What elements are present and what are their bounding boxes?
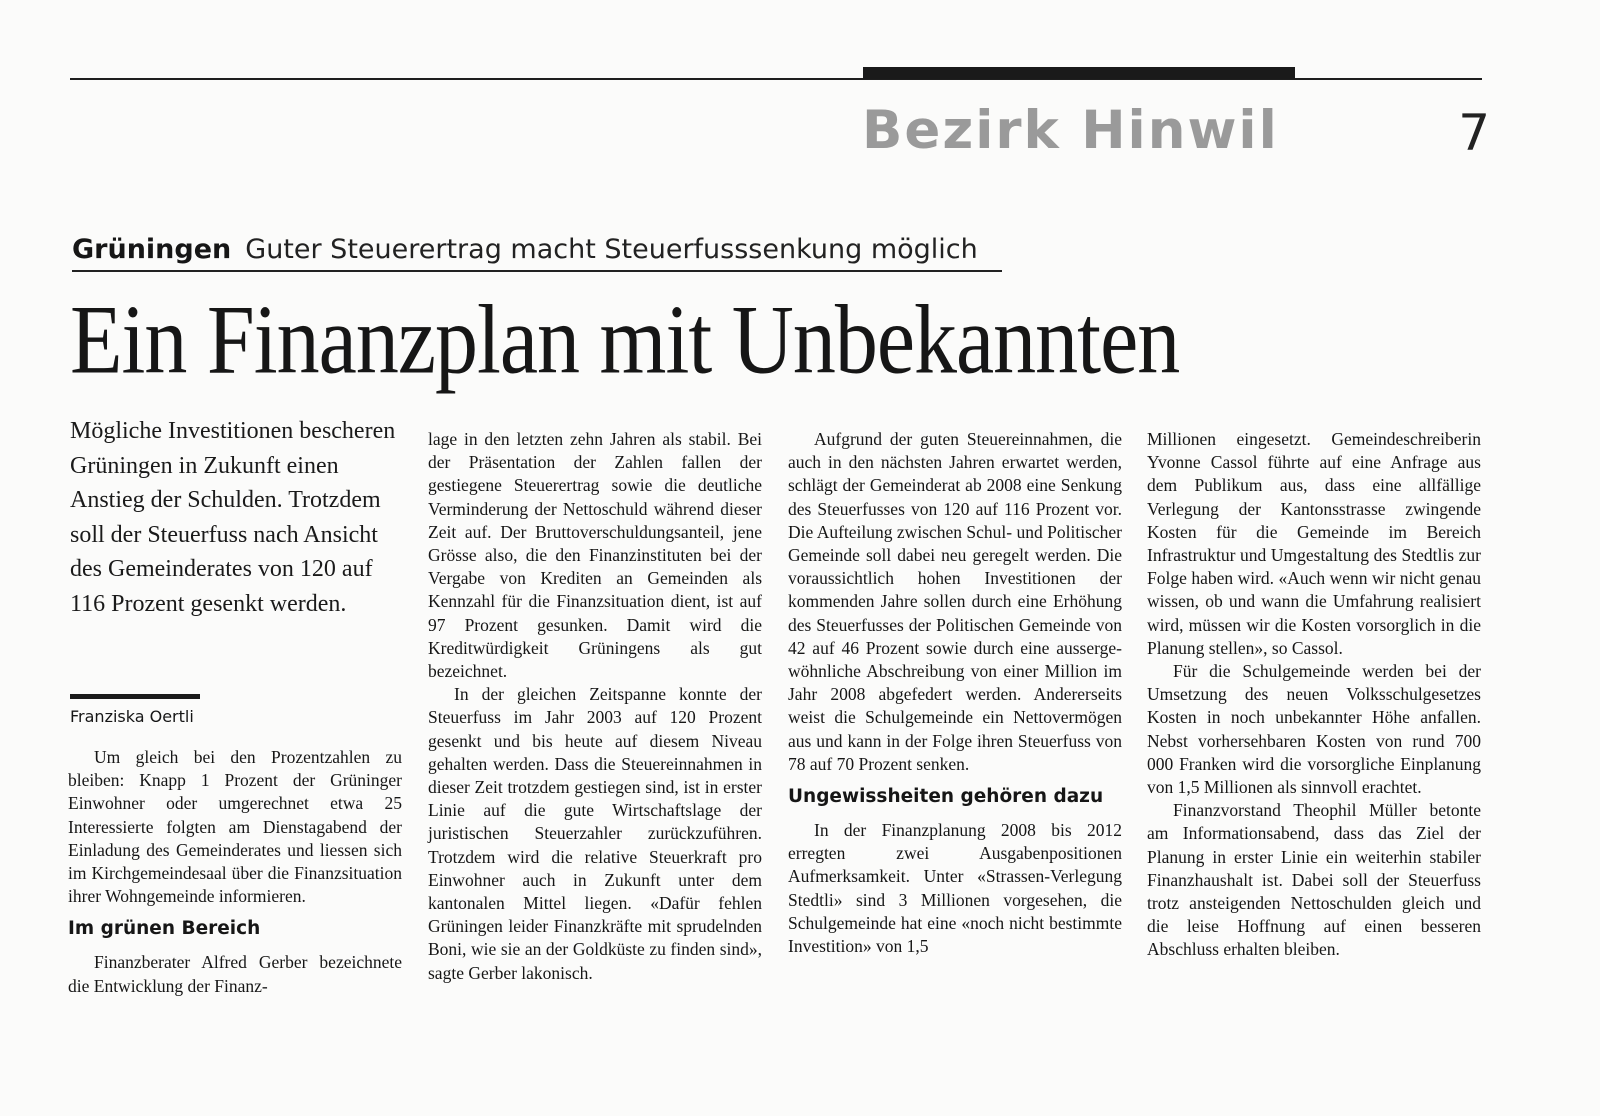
headline: Ein Finanzplan mit Unbekannten — [70, 284, 1180, 394]
body-paragraph: In der gleichen Zeitspanne konnte der Steuerfuss im Jahr 2003 auf 120 Prozent gesenkt und bis heute auf diesem Niveau gehalten werden. Dass die Steuereinnahmen in dieser Zeit trotzdem gestiegen sind, ist in erster Linie auf die gute Wirtschaftslage der juristischen Steuerzahler zurückzuführen. Trotzdem wird die relative Steuerkraft pro Einwohner auch in Zukunft unter dem kantonalen Mittel liegen. «Dafür fehlen Grüningen leider Finanzkräfte mit sprudelnden Boni, wie sie an der Goldküste zu finden sind», sagte Gerber lakonisch. — [428, 684, 762, 983]
kicker-topic: Guter Steuerertrag macht Steuerfusssenkung möglich — [245, 234, 978, 265]
column-1 — [68, 746, 402, 998]
body-paragraph: Finanzvorstand Theophil Müller betonte am Informationsabend, dass das Ziel der Planung in erster Linie ein weiterhin stabiler Finanzhaushalt ist. Dabei soll der Steuerfuss trotz ansteigenden Nettoschulden gleich und die leise Hoffnung auf einen besseren Abschluss erhalten bleiben. — [1147, 800, 1481, 960]
body-paragraph: lage in den letzten zehn Jahren als stabil. Bei der Präsentation der Zahlen fallen der gestiegene Steuerertrag sowie die deutliche Verminderung der Nettoschuld während dieser Zeit auf. Der Bruttoverschuldungsanteil, jene Grösse also, die den Finanzinstituten bei der Vergabe von Krediten an Gemeinden als Kennzahl für die Finanzsituation dient, ist auf 97 Prozent gesunken. Damit wird die Kreditwürdigkeit Grüningens als gut bezeichnet. — [428, 429, 762, 682]
body-paragraph: Finanzberater Alfred Gerber bezeichnete die Entwicklung der Finanz- — [68, 952, 402, 996]
lead-paragraph: Mögliche Investitionen bescheren Grüningen in Zukunft einen Anstieg der Schulden. Trotzdem soll der Steuerfuss nach Ansicht des Gemeinderates von 120 auf 116 Prozent gesenkt werden. — [70, 418, 396, 617]
column-2 — [428, 428, 762, 985]
kicker-place: Grüningen — [72, 234, 232, 265]
header-rule-bar — [863, 67, 1295, 79]
body-paragraph: Aufgrund der guten Steuereinnahmen, die auch in den nächsten Jahren erwartet werden, schlägt der Gemeinderat ab 2008 eine Senkung des Steuerfusses von 120 auf 116 Prozent vor. Die Aufteilung zwischen Schul- und Politischer Gemeinde soll dabei neu geregelt werden. Die voraussichtlich hohen Investitionen der kommenden Jahre sollen durch eine Erhöhung des Steuerfusses der Politischen Gemeinde von 42 auf 46 Prozent sowie durch eine aussergewöhnliche Abschreibung von einer Million im Jahr 2008 abgefedert werden. Andererseits weist die Schulgemeinde ein Nettovermögen aus und kann in der Folge ihren Steuerfuss von 78 auf 70 Prozent senken. — [788, 429, 1122, 774]
author-byline: Franziska Oertli — [70, 707, 194, 726]
author-rule — [70, 694, 200, 699]
page-number: 7 — [1458, 104, 1490, 162]
body-paragraph: Um gleich bei den Prozentzahlen zu bleiben: Knapp 1 Prozent der Grüninger Einwohner oder umgerechnet etwa 25 Interessierte folgten am Dienstagabend der Einladung des Gemeinderates und liessen sich im Kirchgemeindesaal über die Finanzsituation ihrer Wohngemeinde informieren. — [68, 747, 402, 907]
body-paragraph: Millionen eingesetzt. Gemeindeschreiberin Yvonne Cassol führte auf eine Anfrage aus dem Publikum aus, dass eine allfällige Verlegung der Kantonsstrasse zwingende Kosten für die Gemeinde im Bereich Infrastruktur und Umgestaltung des Stedtlis zur Folge haben wird. «Auch wenn wir nicht genau wissen, ob und wann die Umfahrung realisiert wird, müssen wir die Kosten vorsorglich in die Planung stellen», so Cassol. — [1147, 429, 1481, 658]
column-4 — [1147, 428, 1481, 962]
section-title: Bezirk Hinwil — [862, 100, 1279, 161]
body-paragraph: In der Finanzplanung 2008 bis 2012 erregten zwei Ausgabenpositionen Aufmerksamkeit. Unter «Strassen-Verlegung Stedtli» sind 3 Millionen vorgesehen, die Schulgemeinde hat eine «noch nicht bestimmte Investition» von 1,5 — [788, 820, 1122, 957]
subheading: Im grünen Bereich — [68, 918, 261, 940]
column-3 — [788, 428, 1122, 958]
subheading: Ungewissheiten gehören dazu — [788, 786, 1104, 808]
body-paragraph: Für die Schulgemeinde werden bei der Umsetzung des neuen Volksschulgesetzes Kosten in noch unbekannter Höhe anfallen. Nebst vorhersehbaren Kosten von rund 700 000 Franken wird die vorsorgliche Einplanung von 1,5 Millionen als sinnvoll erachtet. — [1147, 661, 1481, 798]
kicker — [72, 232, 1002, 272]
